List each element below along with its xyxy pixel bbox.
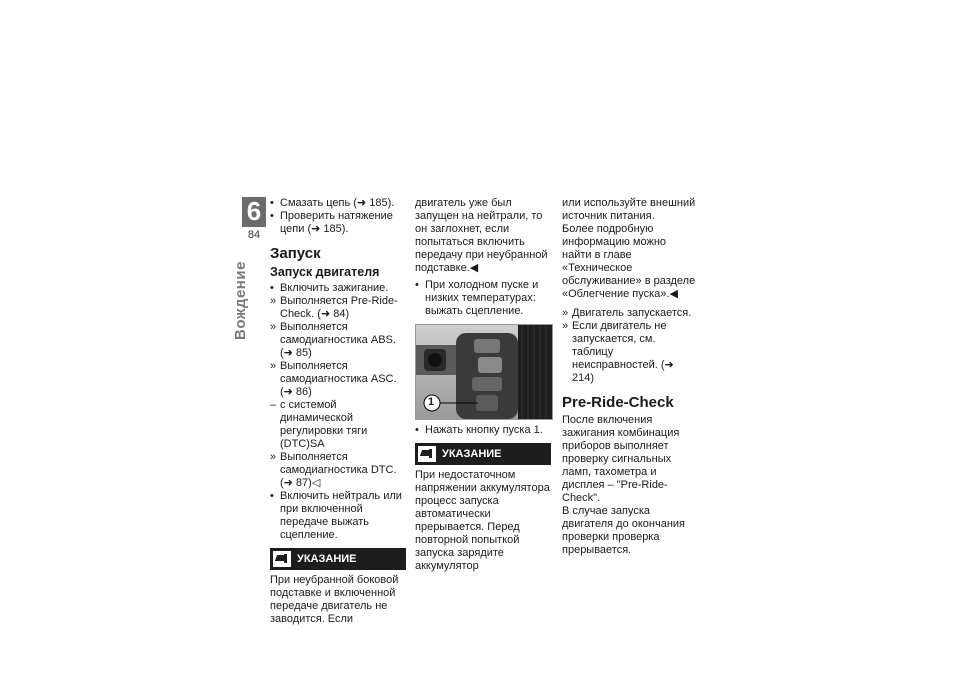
list-item: » Выполняется самодиагностика ASC. (➜ 86) <box>270 360 397 398</box>
note-text: При неубранной боковой подставке и включенной передаче двигатель не заводится. Если <box>270 574 399 625</box>
note-text: При недостаточном напряжении аккумулятора процесс запуска автоматически прерывается. Перед повторной попыткой запуска зарядите аккумулятор <box>415 469 550 572</box>
page-number: 84 <box>247 229 261 241</box>
list-item: – с системой динамической регулировки тяги (DTC)SA <box>270 399 368 450</box>
chapter-title: Вождение <box>232 261 249 340</box>
handlebar-switch-illustration <box>416 325 552 419</box>
paragraph: После включения зажигания комбинация приборов выполняет проверку сигнальных ламп, тахометра и дисплея – "Pre-Ride-Check". <box>562 414 680 504</box>
handlebar-switch-photo <box>415 324 553 420</box>
list-item: » Выполняется самодиагностика ABS. (➜ 85) <box>270 321 396 359</box>
chapter-number: 6 <box>242 197 266 227</box>
list-item: » Выполняется самодиагностика DTC. (➜ 87)◁ <box>270 451 397 489</box>
column-2 <box>415 197 551 573</box>
list-item: • Включить нейтраль или при включенной передаче выжать сцепление. <box>270 490 402 541</box>
hand-pointer-icon <box>418 446 436 462</box>
section-title: Запуск <box>270 245 321 262</box>
list-item: • Включить зажигание. <box>270 282 389 294</box>
paragraph: Более подробную информацию можно найти в главе «Техническое обслуживание» в разделе «Облегчение пуска».◀ <box>562 223 696 300</box>
note-header <box>415 443 551 465</box>
chapter-tab <box>242 197 266 241</box>
note-label: УКАЗАНИЕ <box>297 552 357 565</box>
column-3 <box>562 197 698 557</box>
hand-pointer-icon <box>273 551 291 567</box>
list-item: • Смазать цепь (➜ 185). <box>270 197 395 209</box>
callout-label: 1 <box>428 396 435 408</box>
paragraph: В случае запуска двигателя до окончания проверки проверка прерывается. <box>562 505 686 556</box>
column-1 <box>270 197 406 626</box>
section-title: Pre-Ride-Check <box>562 394 674 411</box>
list-item: » Выполняется Pre-Ride-Check. (➜ 84) <box>270 295 398 320</box>
list-item: • Нажать кнопку пуска 1. <box>415 424 543 436</box>
list-item: • При холодном пуске и низких температурах: выжать сцепление. <box>415 279 539 317</box>
paragraph: или используйте внешний источник питания. <box>562 197 696 222</box>
note-header <box>270 548 406 570</box>
subsection-title: Запуск двигателя <box>270 265 380 279</box>
list-item: • Проверить натяжение цепи (➜ 185). <box>270 210 393 235</box>
list-item: » Двигатель запускается. <box>562 307 692 319</box>
list-item: » Если двигатель не запускается, см. таблицу неисправностей. (➜ 214) <box>562 320 674 384</box>
paragraph: двигатель уже был запущен на нейтрали, то он заглохнет, если попытаться включить передачу при неубранной подставке.◀ <box>415 197 548 274</box>
note-label: УКАЗАНИЕ <box>442 447 502 460</box>
